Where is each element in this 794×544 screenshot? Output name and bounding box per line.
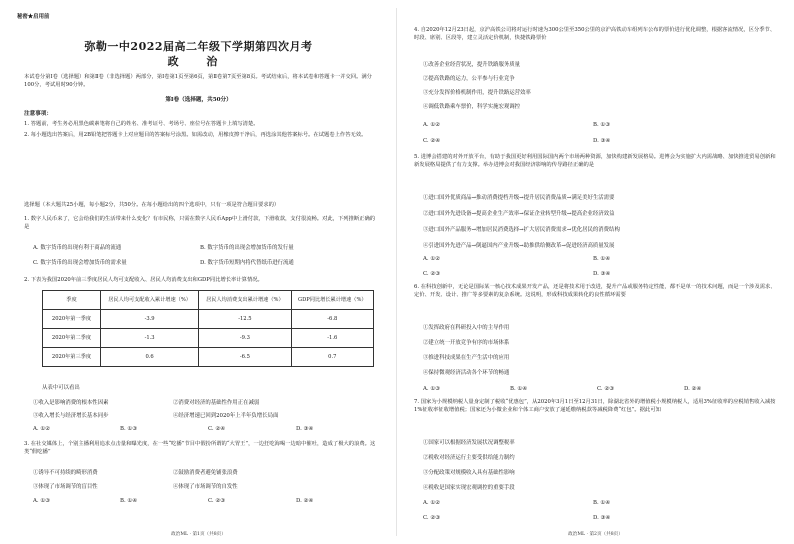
q6-statement-3: ③推进科技成果在生产生活中的应用 [423,355,510,361]
table-cell: -6.8 [291,310,373,329]
q6-choice-a: A. ①③ [423,386,440,392]
question-7: 7. 国家为小规模纳税人量身定制了税收“优惠包”，从2020年3月1日至12月31日，除湖北省外的增值税小规模纳税人，适用3%征收率的应税销售收入减按1%征收率征收增值税；国家还为小微企业和个体工商户安放了递延缴纳税款等减税降费“红包”。据此可知 [414,399,776,413]
table-cell: -3.9 [101,310,199,329]
page-right [397,0,794,544]
q2-statement-2: ②消费对经济的基础性作用正在减弱 [173,400,260,406]
q5-choice-a: A. ①② [423,256,440,262]
page-footer: 政治ML · 第1页（共8页） [171,532,226,537]
q3-statement-4: ④体现了市场调节的自发性 [173,484,238,490]
q4-choice-d: D. ③④ [593,138,611,144]
q3-choice-d: D. ②④ [296,498,314,504]
q4-statement-1: ①改善企业经营状况，提升铁路服务质量 [423,62,521,68]
notice-heading: 注意事项： [24,111,52,117]
table-cell: -9.3 [199,329,291,348]
table-cell: -12.5 [199,310,291,329]
table-cell: 2020年第一季度 [43,310,101,329]
q2-choice-a: A. ①② [33,426,50,432]
q5-statement-1: ①进口国外优质商品→推动消费提档升级→提升居民消费品质→满足美好生活需要 [423,195,615,201]
table-cell: 0.6 [101,348,199,367]
question-3: 3. 在社交媒体上，个别主播利用追求点击量和曝光度，在一些“吃播”节目中假扮所谓的“大胃王”，一边狂吃海喝一边暗中催吐，造成了极大的浪费。这类“假吃播” [24,441,376,455]
table-header: 居民人均可支配收入累计增速（%） [101,291,199,310]
q5-statement-4: ④引进国外先进产品→倒逼国内产业升级→助推供给侧改革→促进经济高质量发展 [423,243,615,249]
growth-table [42,290,374,367]
mcq-intro: 选择题（本大题共25小题，每小题2分，共50分。在每小题给出的四个选项中，只有一项是符合题目要求的） [24,202,280,208]
q2-statement-3: ③收入增长与经济增长基本同步 [33,413,109,419]
q7-choice-b: B. ①④ [593,500,611,506]
q2-choice-d: D. ③④ [296,426,314,432]
q6-statement-4: ④保持微观经济活动各个环节的畅通 [423,370,510,376]
q2-choice-b: B. ①③ [120,426,138,432]
subject-title: 政 治 [167,55,230,68]
q4-statement-2: ②提高铁路的运力，公平参与行业竞争 [423,76,515,82]
q7-statement-2: ②税收对经济运行主要受供给能力制约 [423,455,515,461]
q3-choice-c: C. ②③ [208,498,226,504]
q5-choice-d: D. ③④ [593,271,611,277]
q6-choice-c: C. ②③ [597,386,615,392]
table-cell: 2020年第三季度 [43,348,101,367]
exam-intro: 本试卷分第Ⅰ卷（选择题）和第Ⅱ卷（非选择题）两部分，第Ⅰ卷第1页至第6页，第Ⅱ卷第7页至第8页。考试结束后，将本试卷和答题卡一并交回。满分100分，考试用时90分钟。 [24,74,372,88]
q7-statement-4: ④税收是国家实现宏观调控的重要手段 [423,485,515,491]
table-cell: 2020年第二季度 [43,329,101,348]
q7-statement-1: ①国家可以根据经济发展状况调整税率 [423,440,515,446]
q4-statement-3: ③充分发挥价格机制作用，提升铁路运营效率 [423,90,531,96]
question-1: 1. 数字人民币来了，它会给我们的生活带来什么变化？有市民称，只需在数字人民币App中上滑付款，下滑收款，支付很流畅。对此，下列推断正确的是 [24,216,376,230]
secret-label: 秘密★启用前 [17,14,50,20]
question-5: 5. 进博会搭建的对外开放平台，有助于我国更好利用国际国内两个市场两种资源，加快构建新发展格局。进博会为实施扩大内需战略、加快推进贸易创新和新发展格局提供了有力支撑。举办进博会对我国经济影响的传导路径正确的是 [414,154,776,168]
q4-choice-b: B. ①③ [593,122,611,128]
q4-choice-c: C. ②④ [423,138,441,144]
q3-choice-b: B. ①④ [120,498,138,504]
q6-choice-b: B. ①④ [510,386,528,392]
q3-choice-a: A. ①③ [33,498,50,504]
question-4: 4. 自2020年12月23日起，京沪高铁公司将对运行时速为300公里至350公里的京沪高铁动车组列车公布的票价进行优化调整，根据客流情况，区分季节、时段、席别、区段等，建立灵活定价机制，快捷铁路票价 [414,27,776,41]
q1-option-d: D. 数字货币短期内将代替纸币进行流通 [200,260,294,266]
question-6: 6. 在科技创新中，无论是国际某一核心技术成果开发产品，还是将技术用于改进，提升产品或服务特定性能，都不是单一的技术问题，而是一个涉及需求、定价、开发、设计、推广等多要素的复杂系统。这说明，形成科技成果转化的良性循环需要 [414,284,776,298]
q2-stem: 从表中可以看出 [42,385,80,391]
notice-item: 1. 答题前，考生务必用黑色碳素笔将自己的姓名、准考证号、考场号、座位号在答题卡上填写清楚。 [24,121,259,127]
q7-statement-3: ③分配政策对规模收入具有基础性影响 [423,470,515,476]
q3-statement-2: ②鼓励消费者避免铺张浪费 [173,470,238,476]
table-cell: -1.3 [101,329,199,348]
question-2: 2. 下表为我国2020年前三季度居民人均可支配收入、居民人均消费支出和GDP同比增长率计算情况。 [24,277,263,283]
q2-choice-c: C. ②④ [208,426,226,432]
q4-choice-a: A. ①② [423,122,440,128]
q5-statement-3: ③进口国外产品服务→增加居民消费选择→扩大居民消费需求→优化居民的消费结构 [423,227,620,233]
q7-choice-c: C. ②③ [423,515,441,521]
table-cell: -1.6 [291,329,373,348]
page-footer: 政治ML · 第2页（共8页） [568,532,623,537]
q5-statement-2: ②进口国外先进设备→提高企业生产效率→保证企业转型升级→提高企业经济效益 [423,211,615,217]
q4-statement-4: ④调低铁路乘车票价，科学实施宏观调控 [423,104,521,110]
table-header-row [43,291,374,310]
q2-statement-4: ④经济增速已回到2020年上半年负增长局面 [173,413,279,419]
q5-choice-b: B. ①④ [593,256,611,262]
q6-statement-1: ①发挥政府在科研投入中的主导作用 [423,325,510,331]
q6-statement-2: ②建立统一开放竞争有序的市场体系 [423,340,510,346]
table-cell: 0.7 [291,348,373,367]
q5-choice-c: C. ②③ [423,271,441,277]
table-header: GDP同比增长累计增速（%） [291,291,373,310]
q7-choice-d: D. ③④ [593,515,611,521]
q2-statement-1: ①收入是影响消费的根本性因素 [33,400,109,406]
q1-option-a: A. 数字货币的出现有利于商品的流通 [33,245,122,251]
q1-option-b: B. 数字货币的出现会增加货币的发行量 [200,245,294,251]
table-header: 居民人均消费支出累计增速（%） [199,291,291,310]
table-row [43,310,374,329]
notice-item: 2. 每小题选出答案后，用2B铅笔把答题卡上对应题目的答案标号涂黑。如需改动，用橡皮擦干净后，再选涂其他答案标号。在试题卷上作答无效。 [24,132,367,138]
table-row [43,329,374,348]
table-cell: -6.5 [199,348,291,367]
q3-statement-1: ①诱导不可持续的畸形消费 [33,470,98,476]
q1-option-c: C. 数字货币的出现会增加货币的需求量 [33,260,127,266]
q3-statement-3: ③体现了市场调节的盲目性 [33,484,98,490]
table-header: 季度 [43,291,101,310]
q7-choice-a: A. ①② [423,500,440,506]
table-row [43,348,374,367]
exam-title: 弥勒一中2022届高二年级下学期第四次月考 [84,40,313,53]
q6-choice-d: D. ②④ [684,386,702,392]
section-title: 第Ⅰ卷（选择题，共50分） [165,97,232,103]
